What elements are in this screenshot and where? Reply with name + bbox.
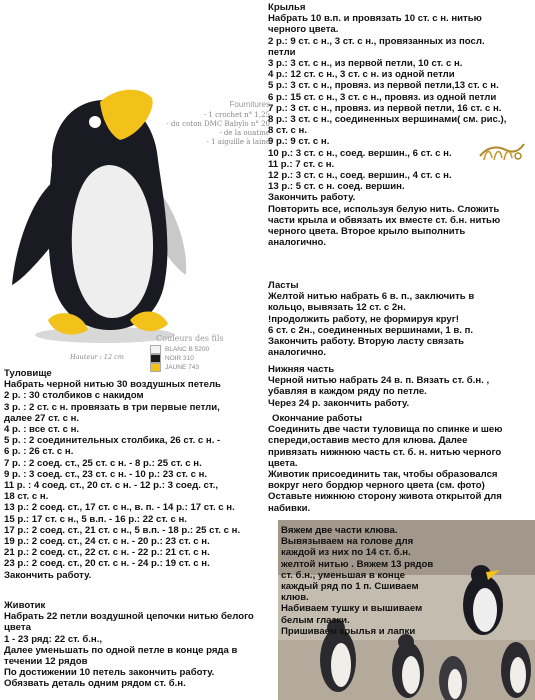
thread-colors (150, 334, 224, 372)
text-line: Вывязываем на голове для (281, 536, 414, 548)
text-line: течении 12 рядов (4, 656, 88, 668)
text-line: цвета (4, 622, 31, 634)
text-line: черного цвета. (268, 24, 339, 36)
text-line: 2 р. : 30 столбиков с накидом (4, 390, 144, 402)
text-line: !продолжить работу, не формируя круг! (268, 313, 459, 325)
text-line: Закончить работу. Вторую ласту связать (268, 336, 465, 348)
thread-colors-title: Couleurs des fils (156, 334, 224, 343)
black-swatch (150, 354, 161, 363)
text-line: По достижении 10 петель закончить работу. (4, 667, 215, 679)
text-line: 15 р.: 17 ст. с н., 5 в.п. - 16 р.: 22 ст. с н. (4, 513, 187, 525)
text-line: 9 р. : 3 соед. ст., 23 ст. с н. - 10 р.: 23 ст. с н. (4, 468, 208, 480)
flippers-title: Ласты (268, 280, 299, 291)
bottom-part-section (268, 364, 489, 409)
fournitures-line: - 1 crochet n° 1,25 (203, 111, 270, 119)
text-line: 6 ст. с 2н., соединенных вершинами, 1 в. п. (268, 324, 474, 336)
text-line: 11 р.: 7 ст. с н. (268, 158, 335, 170)
text-line: 8 ст. с н. (268, 125, 307, 137)
text-line: 7 р.: 3 ст. с н., провяз. из первой петли, 16 ст. с н. (268, 102, 502, 114)
text-line: белым глазки. (281, 614, 350, 626)
text-line: 3 р.: 3 ст. с н., из первой петли, 10 ст. с н. (268, 58, 463, 70)
text-line: 4 р. : все ст. с н. (4, 424, 80, 436)
torso-title: Туловище (4, 368, 52, 379)
text-line: Вяжем две части клюва. (281, 525, 398, 536)
text-line: Набрать черной нитью 30 воздушных петель (4, 379, 221, 391)
torso-section (4, 368, 240, 581)
beak-section (281, 525, 433, 637)
flippers-section (268, 280, 474, 358)
white-swatch (150, 345, 161, 354)
text-line: Закончить работу. (268, 192, 356, 204)
text-line: цвета. (268, 457, 298, 469)
text-line: каждой из них по 14 ст. б.н. (281, 547, 411, 559)
fournitures-line: - du coton DMC Babylo n° 20 (166, 120, 270, 128)
color-row-black (150, 354, 224, 363)
text-line: 7 р. : 2 соед. ст., 25 ст. с н. - 8 р.: 25 ст. с н. (4, 457, 202, 469)
text-line: 6 р.: 15 ст. с н., 3 ст. с н., провяз. из одной петли (268, 91, 497, 103)
text-line: далее 27 ст. с н. (4, 412, 80, 424)
text-line: 12 р.: 3 ст. с н., соед. вершин., 4 ст. с н. (268, 170, 452, 182)
fournitures-box (140, 100, 270, 147)
text-line: Повторить все, используя белую нить. Сложить (268, 203, 500, 215)
text-line: 8 р.: 3 ст. с н., соединенных вершинами( см. рис.), (268, 114, 507, 126)
fournitures-line: - 1 aiguille à laine (206, 138, 270, 146)
text-line: 19 р.: 2 соед. ст., 24 ст. с н. - 20 р.: 23 ст. с н. (4, 536, 210, 548)
text-line: части крыла и обвязать их вместе ст. б.н. нитью (268, 214, 501, 226)
text-line: 23 р.: 2 соед. ст., 20 ст. с н. - 24 р.: 19 ст. с н. (4, 558, 210, 570)
text-line: 10 р.: 3 ст. с н., соед. вершин., 6 ст. с н. (268, 147, 452, 159)
text-line: Желтой нитью набрать 6 в. п., заключить в (268, 291, 475, 303)
text-line: 18 ст. с н. (4, 491, 49, 503)
color-row-white (150, 345, 224, 354)
text-line: 5 р.: 3 ст. с н., провяз. из первой петли,13 ст. с н. (268, 80, 499, 92)
fournitures-line: - de la ouatine (219, 129, 270, 137)
text-line: 1 - 23 ряд: 22 ст. б.н., (4, 633, 103, 645)
color-label: JAUNE 743 (165, 364, 199, 371)
penguin-eye (89, 116, 101, 128)
finishing-title: Окончание работы (272, 413, 363, 424)
text-line: 9 р.: 9 ст. с н. (268, 136, 330, 148)
text-line: кольцо, вывязать 12 ст. с 2н. (268, 302, 406, 314)
text-line: аналогично. (268, 347, 327, 359)
text-line: спереди,оставив место для клюва. Далее (268, 435, 468, 447)
fournitures-title: Fournitures (229, 100, 270, 109)
text-line: 3 р. : 2 ст. с н. провязать в три первые петли, (4, 401, 220, 413)
text-line: Пришиваем крылья и лапки (281, 625, 416, 637)
wings-title: Крылья (268, 2, 306, 13)
text-line: Набрать 10 в.п. и провязать 10 ст. с н. нитью (268, 13, 482, 25)
text-line: Закончить работу. (4, 569, 92, 581)
text-line: 5 р. : 2 соединительных столбика, 26 ст. с н. - (4, 435, 221, 447)
text-line: 6 р. : 26 ст. с н. (4, 446, 74, 458)
height-caption: Hauteur : 12 cm (70, 353, 124, 361)
finishing-section (268, 413, 502, 514)
text-line: петли (268, 46, 296, 58)
text-line: Черной нитью набрать 24 в. п. Вязать ст. б.н. , (268, 375, 490, 387)
text-line: 2 р.: 9 ст. с н., 3 ст. с н., провязанных из посл. (268, 35, 485, 47)
text-line: Животик присоединить так, чтобы образовался (268, 469, 498, 481)
text-line: убавляя в каждом ряду по петле. (268, 386, 427, 398)
text-line: набивки. (268, 502, 311, 514)
wings-section (268, 2, 506, 248)
bottom-part-title: Нижняя часть (268, 364, 335, 375)
text-line: 17 р.: 2 соед. ст., 21 ст. с н., 5 в.п. - 18 р.: 25 ст. с н. (4, 524, 241, 536)
text-line: Набрать 22 петли воздушной цепочки нитью белого (4, 611, 254, 623)
text-line: желтой нитью . Вяжем 13 рядов (281, 558, 434, 570)
text-line: ст. б.н., уменьшая в конце (281, 569, 405, 581)
text-line: Через 24 р. закончить работу. (268, 397, 410, 409)
belly-section (4, 600, 254, 690)
text-line: 11 р. : 4 соед. ст., 20 ст. с н. - 12 р.: 3 соед. ст., (4, 480, 219, 492)
text-line: Далее уменьшать по одной петле в конце ряда в (4, 644, 238, 656)
text-line: аналогично. (268, 237, 327, 249)
color-label: BLANC B 5200 (165, 346, 210, 353)
text-line: привязать нижнюю часть ст. б. н. нитью черного (268, 446, 502, 458)
text-line: Соединить две части туловища по спинке и шею (268, 424, 503, 436)
text-line: 13 р.: 2 соед. ст., 17 ст. с н., в. п. - 14 р.: 17 ст. с н. (4, 502, 235, 514)
text-line: 4 р.: 12 ст. с н., 3 ст. с н. из одной петли (268, 69, 455, 81)
text-line: вокруг него бордюр черного цвета (см. фото) (268, 480, 485, 492)
color-label: NOIR 310 (165, 355, 194, 362)
text-line: каждый ряд по 1 п. Сшиваем (281, 581, 419, 593)
belly-title: Животик (4, 600, 46, 611)
text-line: Оставьте нижнюю сторону живота открытой для (268, 491, 502, 503)
text-line: клюв. (281, 592, 309, 604)
text-line: Набиваем тушку и вышиваем (281, 603, 423, 615)
text-line: черного цвета. Второе крыло выполнить (268, 226, 466, 238)
text-line: 13 р.: 5 ст. с н. соед. вершин. (268, 181, 405, 193)
text-line: Обязвать деталь одним рядом ст. б.н. (4, 678, 186, 690)
text-line: 21 р.: 2 соед. ст., 22 ст. с н. - 22 р.: 21 ст. с н. (4, 547, 210, 559)
